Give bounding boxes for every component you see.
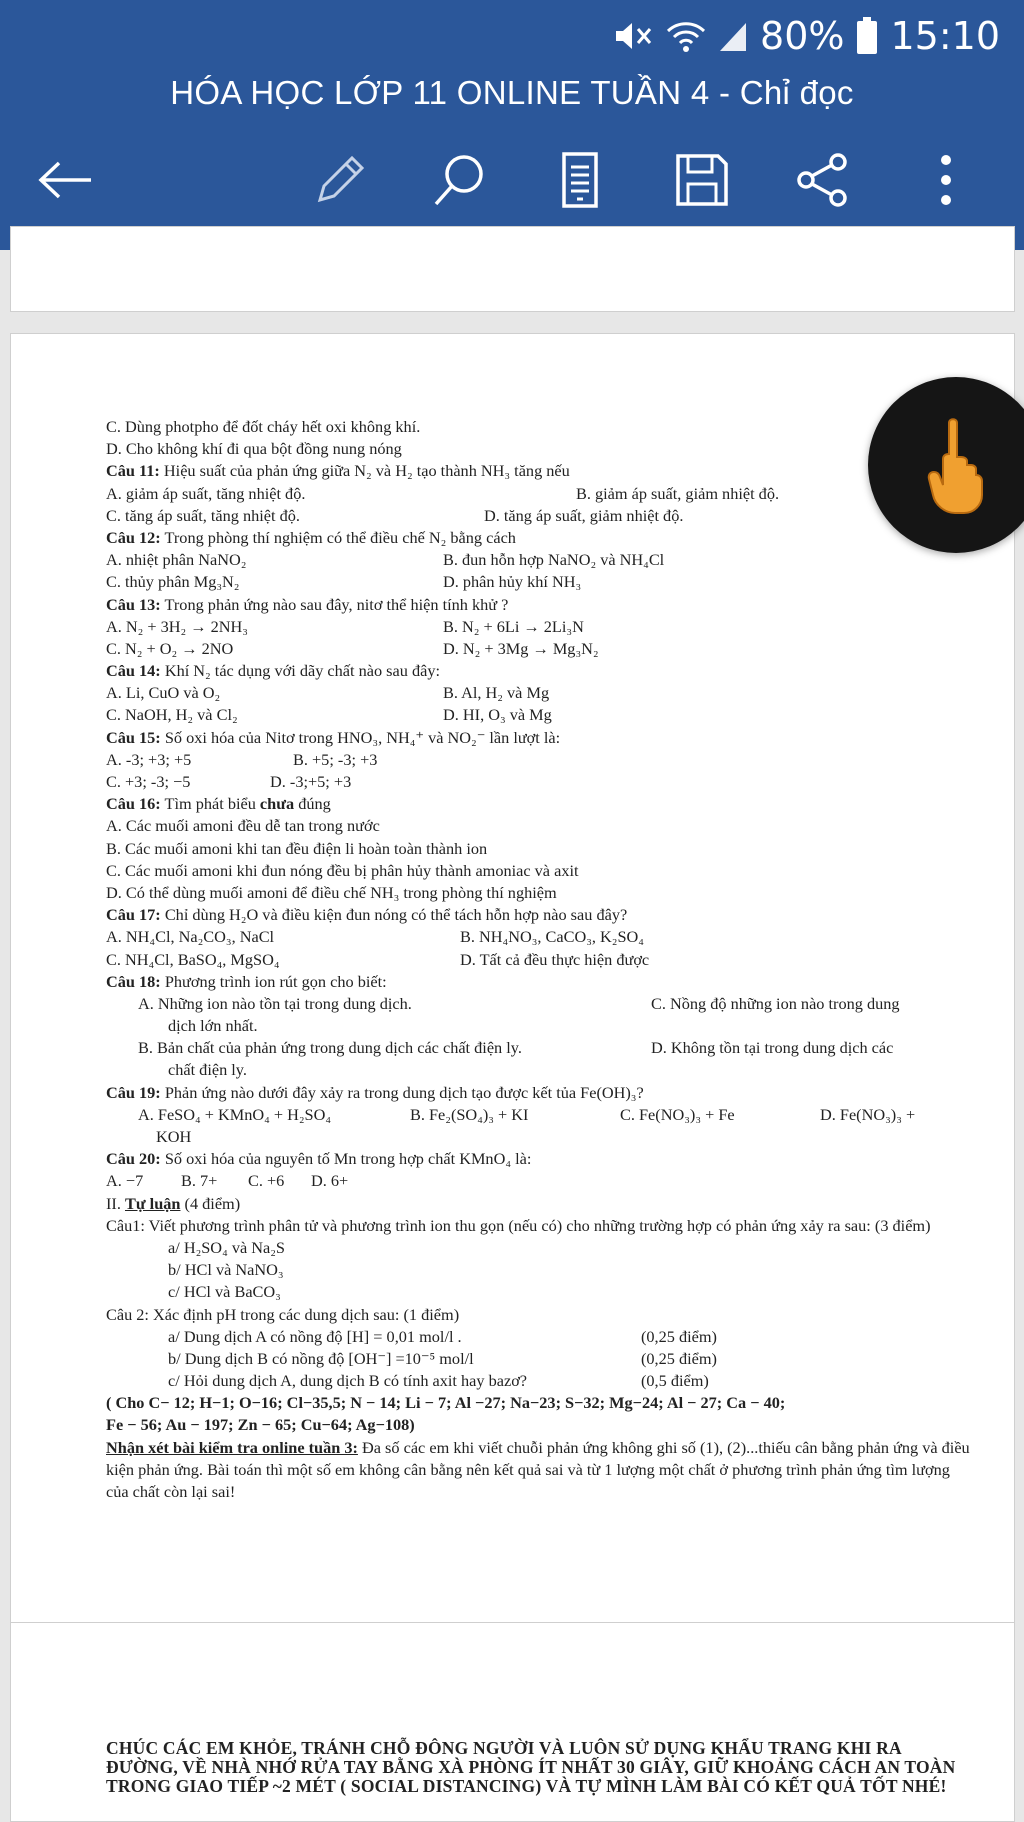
battery-percent: 80% — [760, 14, 845, 58]
answer-a: A. NH₄Cl, Na₂CO₃, NaCl — [106, 927, 275, 947]
answer-c: C. NaOH, H₂ và Cl₂ — [106, 705, 238, 725]
answer-b: B. Fe₂(SO₄)₃ + KI — [410, 1104, 529, 1124]
answer-row — [106, 993, 976, 1015]
answer-b: B. Bản chất của phản ứng trong dung dịch các chất điện ly. — [138, 1038, 522, 1058]
answer-a: A. giảm áp suất, tăng nhiệt độ. — [106, 483, 306, 503]
answer-d: D. HI, O₃ và Mg — [443, 705, 552, 725]
answer-row — [106, 949, 976, 971]
question-text: Hiệu suất của phản ứng giữa N₂ và H₂ tạo thành NH₃ tăng nếu — [163, 461, 570, 481]
hand-gesture-icon — [921, 415, 991, 515]
review-text: Đa số các em khi viết chuỗi phản ứng không ghi số (1), (2)...thiếu cân bằng phản ứng và điều kiện phản ứng. Bài toán thì một số em không cân bằng nên kết quả sai và từ 1 lượng một chất ở phương trình phản ứng tìm lượng của chất còn lại sai! — [106, 1437, 970, 1502]
question-19 — [106, 1082, 976, 1104]
question-text: Số oxi hóa của Nitơ trong HNO₃, NH₄⁺ và NO₂⁻ lần lượt là: — [164, 727, 561, 747]
question-text: đúng — [294, 794, 331, 814]
answer-continuation: dịch lớn nhất. — [168, 1016, 258, 1036]
answer-c: C. N₂ + O₂ → 2NO — [106, 638, 234, 658]
answer-b: B. Al, H₂ và Mg — [443, 683, 550, 703]
question-12 — [106, 527, 976, 549]
reading-view-icon — [558, 151, 602, 209]
question-number: Câu 19: — [106, 1082, 161, 1102]
answer-b: B. N₂ + 6Li → 2Li₃N — [443, 616, 584, 636]
answer-continuation: chất điện ly. — [168, 1060, 247, 1080]
answer-b: B. Các muối amoni khi tan đều điện li hoàn toàn thành ion — [106, 838, 488, 858]
answer-a: A. nhiệt phân NaNO₂ — [106, 550, 247, 570]
essay-item: a/ H₂SO₄ và Na₂S — [168, 1237, 285, 1257]
answer-a: A. Những ion nào tồn tại trong dung dịch. — [138, 993, 412, 1013]
answer-d: D. Tất cả đều thực hiện được — [460, 949, 650, 969]
signal-icon — [718, 19, 748, 53]
answer-c: C. +3; -3; −5 — [106, 772, 191, 791]
essay-item-points: (0,25 điểm) — [641, 1348, 717, 1368]
question-14 — [106, 660, 976, 682]
answer-c: C. thủy phân Mg₃N₂ — [106, 572, 240, 592]
document-title: HÓA HỌC LỚP 11 ONLINE TUẦN 4 - Chỉ đọc — [170, 74, 854, 111]
question-number: Câu 13: — [106, 594, 161, 614]
question-text: Khí N₂ tác dụng với dãy chất nào sau đây: — [164, 661, 440, 681]
question-number: Câu 16: — [106, 794, 161, 814]
review-title: Nhận xét bài kiểm tra online tuần 3: — [106, 1437, 358, 1457]
question-11 — [106, 460, 976, 482]
answer-a: A. −7 — [106, 1171, 144, 1191]
back-button[interactable] — [25, 140, 105, 220]
share-button[interactable] — [782, 140, 862, 220]
question-text: Trong phản ứng nào sau đây, nitơ thể hiện tính khử ? — [164, 594, 509, 614]
answer-row — [106, 616, 976, 638]
answer-a: A. FeSO₄ + KMnO₄ + H₂SO₄ — [138, 1104, 332, 1124]
essay-question-2: Câu 2: Xác định pH trong các dung dịch sau: (1 điểm) — [106, 1304, 460, 1324]
search-icon — [430, 150, 490, 210]
answer-row — [106, 571, 976, 593]
document-page — [10, 226, 1015, 312]
answer-c: C. tăng áp suất, tăng nhiệt độ. — [106, 505, 300, 525]
essay-item-text: b/ Dung dịch B có nồng độ [OH⁻] =10⁻⁵ mol/l — [168, 1348, 474, 1368]
more-options-icon — [936, 152, 956, 208]
answer-d: D. 6+ — [311, 1171, 349, 1191]
essay-item: b/ HCl và NaNO₃ — [168, 1260, 284, 1280]
question-text: Tìm phát biểu — [164, 794, 260, 814]
essay-item: c/ HCl và BaCO₃ — [168, 1282, 281, 1302]
question-20 — [106, 1148, 976, 1170]
answer-a: A. -3; +3; +5 — [106, 749, 192, 769]
text-line: D. Cho không khí đi qua bột đồng nung nóng — [106, 439, 402, 459]
question-text: Phản ứng nào dưới đây xảy ra trong dung dịch tạo được kết tủa Fe(OH)₃? — [164, 1082, 644, 1102]
essay-item — [106, 1326, 976, 1348]
essay-item-text: c/ Hỏi dung dịch A, dung dịch B có tính axit hay bazơ? — [168, 1371, 528, 1391]
document-page — [10, 1622, 1015, 1822]
answer-d: D. tăng áp suất, giảm nhiệt độ. — [484, 505, 684, 525]
question-emphasis: chưa — [259, 794, 295, 814]
question-18 — [106, 971, 976, 993]
essay-item-points: (0,25 điểm) — [641, 1326, 717, 1346]
question-number: Câu 12: — [106, 527, 161, 547]
question-text: Chỉ dùng H₂O và điều kiện đun nóng có thể tách hỗn hợp nào sau đây? — [164, 905, 628, 925]
question-text: Số oxi hóa của nguyên tố Mn trong hợp chất KMnO₄ là: — [164, 1149, 532, 1169]
answer-row — [106, 749, 976, 771]
answer-row — [106, 682, 976, 704]
answer-d: D. Có thể dùng muối amoni để điều chế NH₃ trong phòng thí nghiệm — [106, 882, 557, 902]
answer-row — [106, 549, 976, 571]
section-title: Tự luận — [124, 1193, 181, 1213]
answer-row — [106, 483, 976, 505]
answer-b: B. đun hỗn hợp NaNO₂ và NH₄Cl — [443, 550, 665, 570]
answer-c: C. Fe(NO₃)₃ + Fe — [620, 1104, 735, 1124]
answer-row — [106, 704, 976, 726]
question-13 — [106, 594, 976, 616]
edit-button[interactable] — [300, 140, 380, 220]
section-points: (4 điểm) — [180, 1193, 241, 1213]
answer-a: A. Li, CuO và O₂ — [106, 683, 221, 703]
question-17 — [106, 904, 976, 926]
question-number: Câu 17: — [106, 905, 161, 925]
answer-b: B. NH₄NO₃, CaCO₃, K₂SO₄ — [460, 927, 644, 947]
answer-d: D. Không tồn tại trong dung dịch các — [651, 1038, 894, 1058]
answer-b: B. +5; -3; +3 — [293, 749, 378, 769]
search-button[interactable] — [420, 140, 500, 220]
save-button[interactable] — [662, 140, 742, 220]
wifi-icon — [666, 19, 706, 53]
answer-b: B. giảm áp suất, giảm nhiệt độ. — [576, 483, 780, 503]
question-15 — [106, 727, 976, 749]
back-arrow-icon — [37, 160, 93, 200]
answer-row — [106, 771, 976, 793]
question-text: Phương trình ion rút gọn cho biết: — [164, 971, 387, 991]
atomic-masses: Fe − 56; Au − 197; Zn − 65; Cu−64; Ag−108) — [106, 1415, 415, 1435]
essay-item-points: (0,5 điểm) — [641, 1371, 709, 1391]
answer-row — [106, 1037, 976, 1059]
toolbar — [0, 140, 1024, 220]
mute-icon — [614, 19, 654, 53]
essay-item — [106, 1370, 976, 1392]
app-bar — [0, 0, 1024, 250]
question-number: Câu 18: — [106, 971, 161, 991]
answer-row — [106, 926, 976, 948]
answer-c: C. Các muối amoni khi đun nóng đều bị phân hủy thành amoniac và axit — [106, 860, 579, 880]
answer-row — [106, 638, 976, 660]
battery-icon — [856, 17, 878, 55]
pencil-icon — [312, 152, 368, 208]
answer-a: A. Các muối amoni đều dễ tan trong nước — [106, 816, 380, 836]
answer-c: C. Nồng độ những ion nào trong dung — [651, 993, 900, 1013]
section-number: II. — [106, 1193, 125, 1213]
question-number: Câu 15: — [106, 727, 161, 747]
essay-item-text: a/ Dung dịch A có nồng độ [H] = 0,01 mol/l . — [168, 1326, 462, 1346]
closing-message: CHÚC CÁC EM KHỎE, TRÁNH CHỖ ĐÔNG NGƯỜI VÀ LUÔN SỬ DỤNG KHẨU TRANG KHI RA ĐƯỜNG, VỀ NHÀ NHỚ RỬA TAY BẰNG XÀ PHÒNG ÍT NHẤT 30 GIÂY, GIỮ KHOẢNG CÁCH AN TOÀN TRONG GIAO TIẾP ~2 MÉT ( SOCIAL DISTANCING) VÀ TỰ MÌNH LÀM BÀI CÓ KẾT QUẢ TỐT NHÉ! — [106, 1738, 956, 1796]
question-number: Câu 11: — [106, 461, 160, 481]
save-icon — [674, 152, 730, 208]
reading-view-button[interactable] — [540, 140, 620, 220]
answer-c: C. NH₄Cl, BaSO₄, MgSO₄ — [106, 949, 280, 969]
answer-row — [106, 1170, 976, 1192]
document-page — [10, 333, 1015, 1639]
essay-question-1: Câu1: Viết phương trình phân tử và phương trình ion thu gọn (nếu có) cho những trường hợp có phản ứng xảy ra sau: (3 điểm) — [106, 1215, 931, 1235]
clock: 15:10 — [890, 14, 1000, 58]
text-line: C. Dùng photpho để đốt cháy hết oxi không khí. — [106, 417, 421, 436]
answer-row — [106, 505, 976, 527]
question-number: Câu 14: — [106, 661, 161, 681]
review-note — [106, 1437, 976, 1504]
status-bar — [614, 12, 1000, 60]
section-heading — [106, 1193, 976, 1215]
question-16 — [106, 793, 976, 815]
more-options-button[interactable] — [906, 140, 986, 220]
atomic-masses: ( Cho C− 12; H−1; O−16; Cl−35,5; N − 14; Li − 7; Al −27; Na−23; S−32; Mg−24; Al − 27; Ca − 40; — [106, 1393, 786, 1413]
answer-continuation: KOH — [156, 1127, 192, 1146]
answer-d: D. phân hủy khí NH₃ — [443, 572, 582, 592]
question-text: Trong phòng thí nghiệm có thể điều chế N₂ bằng cách — [164, 527, 516, 547]
answer-d: D. Fe(NO₃)₃ + — [820, 1104, 916, 1124]
answer-d: D. -3;+5; +3 — [270, 772, 352, 791]
essay-item — [106, 1348, 976, 1370]
share-icon — [794, 152, 850, 208]
page-content — [106, 416, 976, 1503]
answer-a: A. N₂ + 3H₂ → 2NH₃ — [106, 616, 248, 636]
answer-b: B. 7+ — [181, 1171, 218, 1191]
question-number: Câu 20: — [106, 1149, 161, 1169]
answer-c: C. +6 — [248, 1171, 285, 1191]
answer-row — [106, 1104, 976, 1126]
answer-d: D. N₂ + 3Mg → Mg₃N₂ — [443, 638, 599, 658]
